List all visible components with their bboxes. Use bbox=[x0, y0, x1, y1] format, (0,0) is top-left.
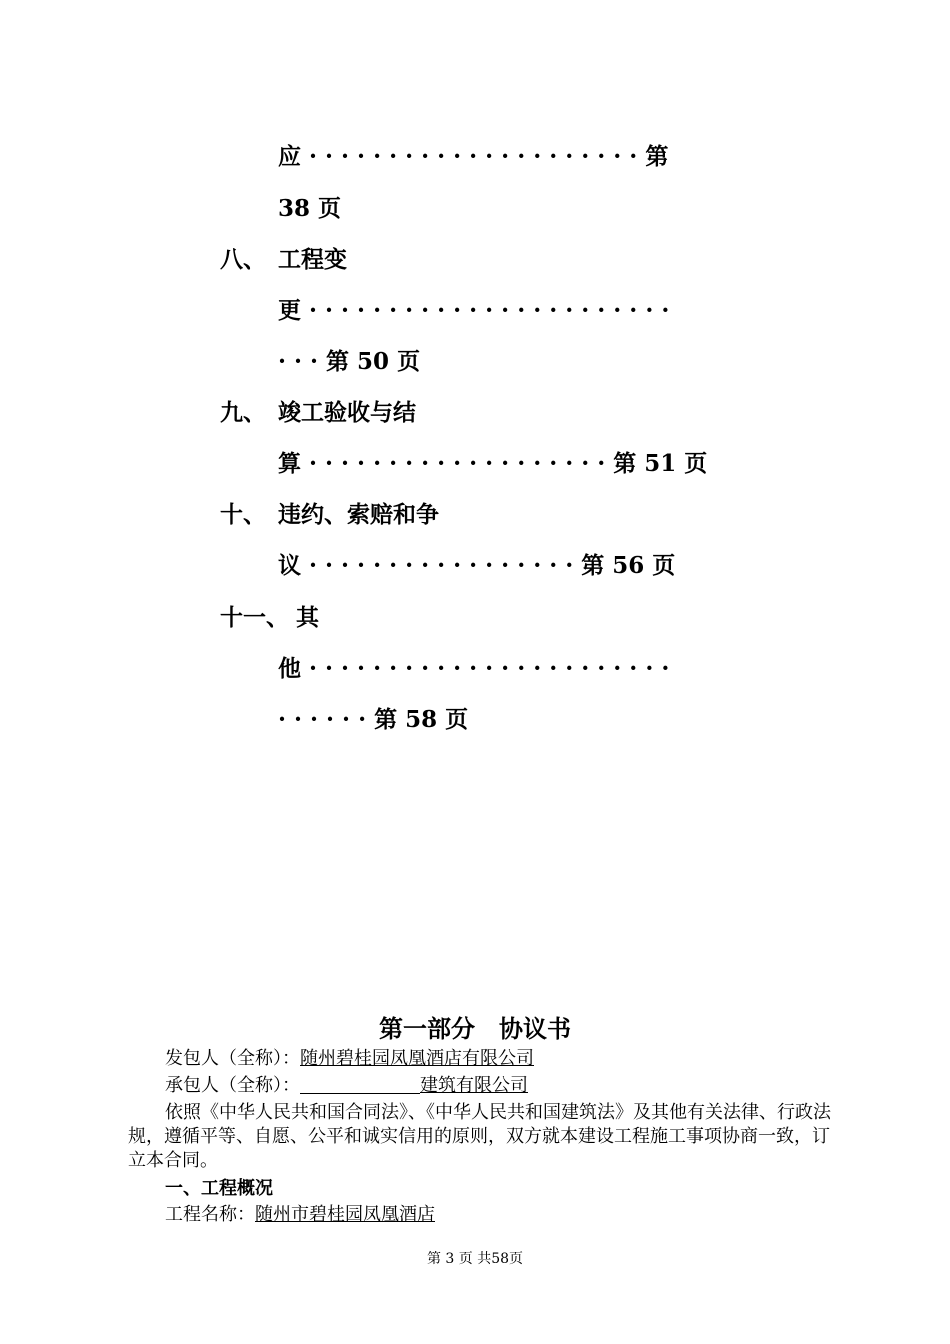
contractor-line bbox=[165, 1074, 877, 1098]
toc-line: 他 · · · · · · · · · · · · · · · · · · · · · · · bbox=[278, 655, 670, 682]
toc-line: 应 · · · · · · · · · · · · · · · · · · · · · 第 bbox=[278, 143, 669, 170]
toc-number: 九、 bbox=[220, 399, 266, 426]
contractor-value: 建筑有限公司 bbox=[420, 1075, 528, 1096]
toc-number: 十、 bbox=[220, 501, 266, 528]
employer-label: 发包人（全称）： bbox=[165, 1048, 300, 1069]
page-footer: 第 3 页 共58页 bbox=[426, 1251, 524, 1267]
toc-line: · · · · · · 第 58 页 bbox=[278, 706, 469, 733]
toc-line: 更 · · · · · · · · · · · · · · · · · · · · · · · bbox=[278, 297, 670, 324]
toc-title: 违约、索赔和争 bbox=[278, 501, 439, 528]
project-label: 工程名称： bbox=[165, 1204, 255, 1225]
project-line bbox=[165, 1203, 877, 1227]
toc-number: 十一、 bbox=[220, 604, 289, 631]
toc-line: · · · 第 50 页 bbox=[278, 348, 421, 375]
section-title: 第一部分 协议书 bbox=[379, 1014, 571, 1043]
contractor-label: 承包人（全称）： bbox=[165, 1075, 300, 1096]
section-heading: 一、工程概况 bbox=[165, 1178, 273, 1199]
project-value: 随州市碧桂园凤凰酒店 bbox=[255, 1204, 435, 1225]
toc-title: 竣工验收与结 bbox=[278, 399, 416, 426]
toc-title: 其 bbox=[296, 604, 319, 631]
toc-title: 工程变 bbox=[278, 246, 347, 273]
toc-line: 38 页 bbox=[278, 195, 342, 222]
toc-line: 议 · · · · · · · · · · · · · · · · · 第 56 页 bbox=[278, 552, 676, 579]
contractor-blank bbox=[300, 1075, 420, 1094]
basis-paragraph: 依照《中华人民共和国合同法》、《中华人民共和国建筑法》及其他有关法律、行政法规，遵循平等、自愿、公平和诚实信用的原则，双方就本建设工程施工事项协商一致，订立本合同。 bbox=[128, 1102, 831, 1171]
employer-line bbox=[165, 1047, 877, 1071]
toc-line: 算 · · · · · · · · · · · · · · · · · · · 第 51 页 bbox=[278, 450, 708, 477]
employer-value: 随州碧桂园凤凰酒店有限公司 bbox=[300, 1048, 534, 1069]
toc-number: 八、 bbox=[220, 246, 266, 273]
